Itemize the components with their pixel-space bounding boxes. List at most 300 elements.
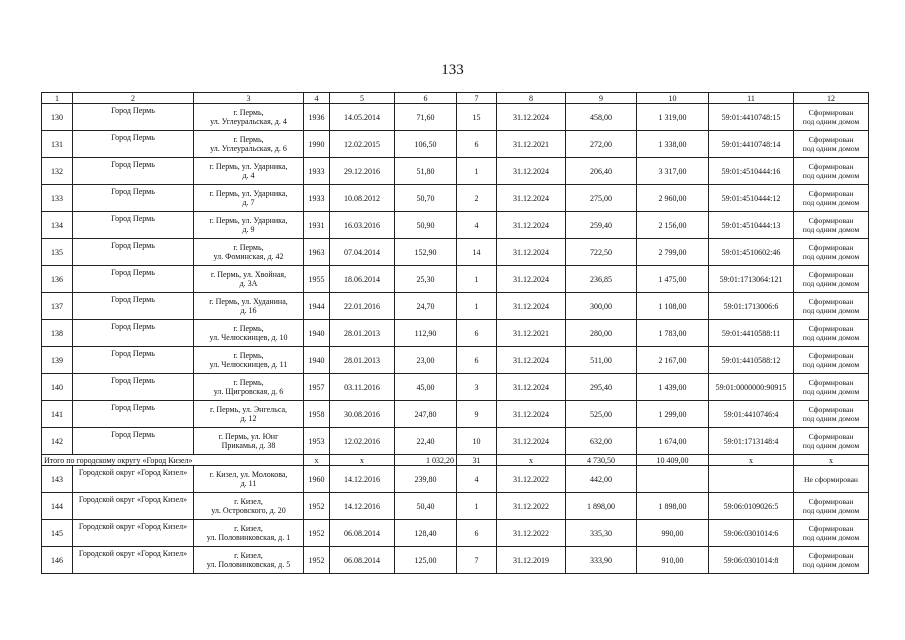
address-cell-line2: д. 16 [240, 306, 257, 315]
value10-cell: 2 156,00 [637, 212, 709, 239]
status-cell-line1: Сформирован [808, 297, 854, 306]
deadline-cell: 31.12.2024 [497, 293, 566, 320]
cadastral-cell: 59:06:0301014:6 [709, 520, 794, 547]
address-cell-line2: д. 3А [239, 279, 258, 288]
date-cell: 28.01.2013 [330, 347, 395, 374]
address-cell [194, 239, 304, 266]
address-cell [194, 520, 304, 547]
area-cell: 23,00 [395, 347, 457, 374]
area-cell: 128,40 [395, 520, 457, 547]
column-number-header [42, 93, 869, 104]
housing-registry-table [41, 92, 869, 574]
municipality-cell: Городской округ «Город Кизел» [73, 547, 194, 574]
date-cell: 07.04.2014 [330, 239, 395, 266]
year-cell: 1953 [304, 428, 330, 455]
status-cell-line1: Сформирован [808, 524, 854, 533]
area-cell: 125,00 [395, 547, 457, 574]
value9-cell: 295,40 [566, 374, 637, 401]
table-row [42, 493, 869, 520]
column-number-6: 6 [395, 93, 457, 104]
address-cell-line2: ул. Половинковская, д. 5 [206, 560, 291, 569]
status-cell-line1: Сформирован [808, 432, 854, 441]
address-cell [194, 185, 304, 212]
cadastral-cell: 59:01:4410748:15 [709, 104, 794, 131]
status-cell-line2: под одним домом [802, 144, 860, 153]
address-cell-line1: г. Пермь, [233, 108, 264, 117]
value9-cell: 1 898,00 [566, 493, 637, 520]
status-cell-line1: Не сформирован [804, 474, 858, 484]
row-number: 134 [42, 212, 73, 239]
status-cell-line2: под одним домом [802, 252, 860, 261]
address-cell-line2: д. 11 [240, 479, 257, 488]
deadline-cell: 31.12.2024 [497, 347, 566, 374]
value10-cell [637, 466, 709, 493]
status-cell-line1: Сформирован [808, 497, 854, 506]
date-cell: 14.12.2016 [330, 493, 395, 520]
area-cell: 247,80 [395, 401, 457, 428]
municipality-cell: Город Пермь [73, 185, 194, 212]
address-cell-line2: ул. Половинковская, д. 1 [206, 533, 291, 542]
address-cell-line2: ул. Щигровская, д. 6 [213, 387, 284, 396]
table-row [42, 520, 869, 547]
row-number: 130 [42, 104, 73, 131]
address-cell [194, 131, 304, 158]
date-cell: 29.12.2016 [330, 158, 395, 185]
total-residents: 31 [457, 455, 497, 466]
deadline-cell: 31.12.2024 [497, 158, 566, 185]
value10-cell: 1 108,00 [637, 293, 709, 320]
value9-cell: 335,30 [566, 520, 637, 547]
status-cell [794, 131, 869, 158]
value10-cell: 1 338,00 [637, 131, 709, 158]
year-cell: 1944 [304, 293, 330, 320]
year-cell: 1963 [304, 239, 330, 266]
address-cell-line2: д. 12 [240, 414, 257, 423]
row-number: 143 [42, 466, 73, 493]
status-cell-line1: Сформирован [808, 216, 854, 225]
total-area: 1 032,20 [395, 455, 457, 466]
column-number-12: 12 [794, 93, 869, 104]
status-cell [794, 239, 869, 266]
deadline-cell: 31.12.2024 [497, 401, 566, 428]
address-cell [194, 493, 304, 520]
date-cell: 12.02.2016 [330, 428, 395, 455]
status-cell-line2: под одним домом [802, 306, 860, 315]
cadastral-cell: 59:01:4410588:11 [709, 320, 794, 347]
row-number: 140 [42, 374, 73, 401]
row-number: 142 [42, 428, 73, 455]
deadline-cell: 31.12.2024 [497, 428, 566, 455]
municipality-cell: Город Пермь [73, 320, 194, 347]
municipality-cell: Город Пермь [73, 401, 194, 428]
row-number: 141 [42, 401, 73, 428]
status-cell-line1: Сформирован [808, 270, 854, 279]
status-cell-line2: под одним домом [802, 225, 860, 234]
address-cell-line1: г. Пермь, [233, 378, 264, 387]
residents-cell: 9 [457, 401, 497, 428]
status-cell-line1: Сформирован [808, 162, 854, 171]
total-col4: x [304, 455, 330, 466]
residents-cell: 4 [457, 466, 497, 493]
residents-cell: 6 [457, 131, 497, 158]
status-cell-line1: Сформирован [808, 351, 854, 360]
municipality-cell: Город Пермь [73, 266, 194, 293]
row-number: 131 [42, 131, 73, 158]
area-cell: 239,80 [395, 466, 457, 493]
address-cell [194, 212, 304, 239]
year-cell: 1936 [304, 104, 330, 131]
total-value10: 10 409,00 [637, 455, 709, 466]
address-cell-line2: ул. Фоминская, д. 42 [213, 252, 284, 261]
value9-cell: 280,00 [566, 320, 637, 347]
row-number: 146 [42, 547, 73, 574]
deadline-cell: 31.12.2024 [497, 104, 566, 131]
date-cell: 28.01.2013 [330, 320, 395, 347]
address-cell [194, 266, 304, 293]
page-number: 133 [441, 62, 464, 78]
total-value9: 4 730,50 [566, 455, 637, 466]
status-cell [794, 401, 869, 428]
address-cell [194, 466, 304, 493]
address-cell-line1: г. Пермь, ул. Худанина, [209, 297, 288, 306]
cadastral-cell: 59:01:1713148:4 [709, 428, 794, 455]
status-cell-line2: под одним домом [802, 279, 860, 288]
status-cell-line1: Сформирован [808, 243, 854, 252]
value10-cell: 2 167,00 [637, 347, 709, 374]
row-number: 135 [42, 239, 73, 266]
address-cell [194, 320, 304, 347]
year-cell: 1931 [304, 212, 330, 239]
date-cell: 14.12.2016 [330, 466, 395, 493]
address-cell-line2: д. 9 [242, 225, 255, 234]
cadastral-cell: 59:01:4410746:4 [709, 401, 794, 428]
deadline-cell: 31.12.2022 [497, 493, 566, 520]
column-number-4: 4 [304, 93, 330, 104]
address-cell-line2: д. 4 [242, 171, 255, 180]
municipality-cell: Город Пермь [73, 347, 194, 374]
cadastral-cell: 59:01:1713064:121 [709, 266, 794, 293]
value9-cell: 206,40 [566, 158, 637, 185]
area-cell: 45,00 [395, 374, 457, 401]
table-row [42, 320, 869, 347]
status-cell-line2: под одним домом [802, 198, 860, 207]
municipality-cell: Город Пермь [73, 212, 194, 239]
address-cell [194, 428, 304, 455]
status-cell [794, 493, 869, 520]
address-cell-line2: Прикамья, д. 38 [221, 441, 276, 450]
residents-cell: 6 [457, 520, 497, 547]
municipality-cell: Город Пермь [73, 293, 194, 320]
address-cell-line2: ул. Углеуральская, д. 4 [210, 117, 287, 126]
date-cell: 06.08.2014 [330, 547, 395, 574]
total-col5: x [330, 455, 395, 466]
municipality-cell: Город Пермь [73, 428, 194, 455]
year-cell: 1933 [304, 185, 330, 212]
row-number: 132 [42, 158, 73, 185]
address-cell-line1: г. Пермь, [233, 135, 264, 144]
address-cell-line1: г. Пермь, [233, 351, 264, 360]
table-row [42, 428, 869, 455]
cadastral-cell: 59:01:4510602:46 [709, 239, 794, 266]
address-cell-line2: д. 7 [242, 198, 255, 207]
value10-cell: 1 674,00 [637, 428, 709, 455]
residents-cell: 4 [457, 212, 497, 239]
value10-cell: 1 439,00 [637, 374, 709, 401]
cadastral-cell: 59:06:0301014:8 [709, 547, 794, 574]
value10-cell: 1 898,00 [637, 493, 709, 520]
table-body [42, 93, 869, 574]
deadline-cell: 31.12.2024 [497, 212, 566, 239]
municipality-cell: Город Пермь [73, 131, 194, 158]
cadastral-cell [709, 466, 794, 493]
value10-cell: 2 960,00 [637, 185, 709, 212]
column-number-11: 11 [709, 93, 794, 104]
deadline-cell: 31.12.2022 [497, 520, 566, 547]
status-cell-line1: Сформирован [808, 405, 854, 414]
deadline-cell: 31.12.2022 [497, 466, 566, 493]
address-cell-line1: г. Пермь, [233, 243, 264, 252]
address-cell [194, 104, 304, 131]
address-cell-line1: г. Пермь, ул. Хвойная, [210, 270, 287, 279]
status-cell [794, 212, 869, 239]
status-cell [794, 185, 869, 212]
value10-cell: 1 475,00 [637, 266, 709, 293]
residents-cell: 7 [457, 547, 497, 574]
column-number-8: 8 [497, 93, 566, 104]
status-cell-line1: Сформирован [808, 135, 854, 144]
value9-cell: 511,00 [566, 347, 637, 374]
value9-cell: 442,00 [566, 466, 637, 493]
date-cell: 03.11.2016 [330, 374, 395, 401]
total-label: Итого по городскому округу «Город Кизел» [42, 455, 304, 466]
residents-cell: 1 [457, 293, 497, 320]
value10-cell: 1 783,00 [637, 320, 709, 347]
cadastral-cell: 59:01:1713006:6 [709, 293, 794, 320]
status-cell [794, 428, 869, 455]
address-cell-line1: г. Пермь, ул. Ударника, [209, 216, 288, 225]
area-cell: 71,60 [395, 104, 457, 131]
row-number: 133 [42, 185, 73, 212]
table-row [42, 185, 869, 212]
value9-cell: 333,90 [566, 547, 637, 574]
status-cell-line2: под одним домом [802, 171, 860, 180]
deadline-cell: 31.12.2024 [497, 239, 566, 266]
cadastral-cell: 59:01:4510444:16 [709, 158, 794, 185]
deadline-cell: 31.12.2019 [497, 547, 566, 574]
residents-cell: 6 [457, 347, 497, 374]
residents-cell: 6 [457, 320, 497, 347]
value10-cell: 1 319,00 [637, 104, 709, 131]
deadline-cell: 31.12.2024 [497, 374, 566, 401]
value10-cell: 910,00 [637, 547, 709, 574]
date-cell: 22.01.2016 [330, 293, 395, 320]
column-number-5: 5 [330, 93, 395, 104]
value10-cell: 2 799,00 [637, 239, 709, 266]
table-row [42, 104, 869, 131]
municipality-cell: Городской округ «Город Кизел» [73, 493, 194, 520]
year-cell: 1940 [304, 320, 330, 347]
value10-cell: 1 299,00 [637, 401, 709, 428]
status-cell-line1: Сформирован [808, 324, 854, 333]
address-cell-line1: г. Пермь, ул. Ударника, [209, 189, 288, 198]
column-number-1: 1 [42, 93, 73, 104]
cadastral-cell: 59:01:4510444:13 [709, 212, 794, 239]
column-number-9: 9 [566, 93, 637, 104]
address-cell [194, 293, 304, 320]
row-number: 144 [42, 493, 73, 520]
table-row [42, 293, 869, 320]
date-cell: 12.02.2015 [330, 131, 395, 158]
status-cell [794, 347, 869, 374]
year-cell: 1958 [304, 401, 330, 428]
total-col8: x [497, 455, 566, 466]
total-col11: x [709, 455, 794, 466]
area-cell: 25,30 [395, 266, 457, 293]
status-cell-line1: Сформирован [808, 189, 854, 198]
cadastral-cell: 59:01:0000000:90915 [709, 374, 794, 401]
table-row [42, 401, 869, 428]
address-cell [194, 374, 304, 401]
address-cell-line1: г. Пермь, [233, 324, 264, 333]
status-cell [794, 320, 869, 347]
municipality-cell: Город Пермь [73, 158, 194, 185]
residents-cell: 2 [457, 185, 497, 212]
row-number: 145 [42, 520, 73, 547]
value9-cell: 272,00 [566, 131, 637, 158]
address-cell [194, 347, 304, 374]
address-cell-line1: г. Кизел, ул. Молокова, [209, 470, 288, 479]
address-cell [194, 401, 304, 428]
area-cell: 112,90 [395, 320, 457, 347]
date-cell: 18.06.2014 [330, 266, 395, 293]
status-cell-line2: под одним домом [802, 533, 860, 542]
table-row [42, 131, 869, 158]
date-cell: 16.03.2016 [330, 212, 395, 239]
table-row [42, 239, 869, 266]
deadline-cell: 31.12.2021 [497, 131, 566, 158]
value9-cell: 632,00 [566, 428, 637, 455]
address-cell-line1: г. Пермь, ул. Юнг [218, 432, 279, 441]
status-cell-line1: Сформирован [808, 108, 854, 117]
table-row [42, 547, 869, 574]
municipality-cell: Город Пермь [73, 374, 194, 401]
column-number-7: 7 [457, 93, 497, 104]
value9-cell: 259,40 [566, 212, 637, 239]
row-number: 136 [42, 266, 73, 293]
address-cell-line2: ул. Углеуральская, д. 6 [210, 144, 287, 153]
status-cell-line2: под одним домом [802, 387, 860, 396]
address-cell-line2: ул. Челюскинцев, д. 11 [209, 360, 288, 369]
date-cell: 06.08.2014 [330, 520, 395, 547]
table-row [42, 374, 869, 401]
status-cell-line2: под одним домом [802, 117, 860, 126]
value9-cell: 275,00 [566, 185, 637, 212]
cadastral-cell: 59:01:4410588:12 [709, 347, 794, 374]
value10-cell: 3 317,00 [637, 158, 709, 185]
address-cell [194, 158, 304, 185]
value9-cell: 525,00 [566, 401, 637, 428]
status-cell [794, 158, 869, 185]
table-row [42, 212, 869, 239]
column-number-2: 2 [73, 93, 194, 104]
status-cell [794, 266, 869, 293]
year-cell: 1960 [304, 466, 330, 493]
year-cell: 1955 [304, 266, 330, 293]
year-cell: 1952 [304, 547, 330, 574]
row-number: 137 [42, 293, 73, 320]
table-row [42, 158, 869, 185]
date-cell: 10.08.2012 [330, 185, 395, 212]
residents-cell: 10 [457, 428, 497, 455]
year-cell: 1957 [304, 374, 330, 401]
value9-cell: 236,85 [566, 266, 637, 293]
status-cell-line2: под одним домом [802, 360, 860, 369]
residents-cell: 3 [457, 374, 497, 401]
deadline-cell: 31.12.2024 [497, 266, 566, 293]
municipality-cell: Город Пермь [73, 104, 194, 131]
status-cell [794, 466, 869, 493]
value9-cell: 300,00 [566, 293, 637, 320]
area-cell: 22,40 [395, 428, 457, 455]
address-cell-line1: г. Пермь, ул. Энгельса, [209, 405, 288, 414]
status-cell-line2: под одним домом [802, 333, 860, 342]
residents-cell: 1 [457, 266, 497, 293]
year-cell: 1952 [304, 520, 330, 547]
status-cell-line2: под одним домом [802, 560, 860, 569]
value9-cell: 722,50 [566, 239, 637, 266]
cadastral-cell: 59:06:0109026:5 [709, 493, 794, 520]
total-col12: x [794, 455, 869, 466]
status-cell-line2: под одним домом [802, 414, 860, 423]
address-cell [194, 547, 304, 574]
table-row [42, 266, 869, 293]
table-row [42, 347, 869, 374]
status-cell [794, 520, 869, 547]
residents-cell: 1 [457, 158, 497, 185]
cadastral-cell: 59:01:4410748:14 [709, 131, 794, 158]
area-cell: 24,70 [395, 293, 457, 320]
municipality-cell: Город Пермь [73, 239, 194, 266]
value10-cell: 990,00 [637, 520, 709, 547]
status-cell-line2: под одним домом [802, 506, 860, 515]
area-cell: 50,90 [395, 212, 457, 239]
status-cell [794, 293, 869, 320]
area-cell: 106,50 [395, 131, 457, 158]
row-number: 139 [42, 347, 73, 374]
year-cell: 1952 [304, 493, 330, 520]
status-cell [794, 104, 869, 131]
area-cell: 50,70 [395, 185, 457, 212]
column-number-10: 10 [637, 93, 709, 104]
municipality-cell: Городской округ «Город Кизел» [73, 466, 194, 493]
column-number-3: 3 [194, 93, 304, 104]
date-cell: 14.05.2014 [330, 104, 395, 131]
residents-cell: 15 [457, 104, 497, 131]
area-cell: 50,40 [395, 493, 457, 520]
status-cell-line2: под одним домом [802, 441, 860, 450]
residents-cell: 14 [457, 239, 497, 266]
area-cell: 51,80 [395, 158, 457, 185]
status-cell-line1: Сформирован [808, 551, 854, 560]
residents-cell: 1 [457, 493, 497, 520]
area-cell: 152,90 [395, 239, 457, 266]
municipality-cell: Городской округ «Город Кизел» [73, 520, 194, 547]
deadline-cell: 31.12.2024 [497, 185, 566, 212]
address-cell-line2: ул. Челюскинцев, д. 10 [209, 333, 288, 342]
address-cell-line1: г. Пермь, ул. Ударника, [209, 162, 288, 171]
status-cell-line1: Сформирован [808, 378, 854, 387]
status-cell [794, 374, 869, 401]
